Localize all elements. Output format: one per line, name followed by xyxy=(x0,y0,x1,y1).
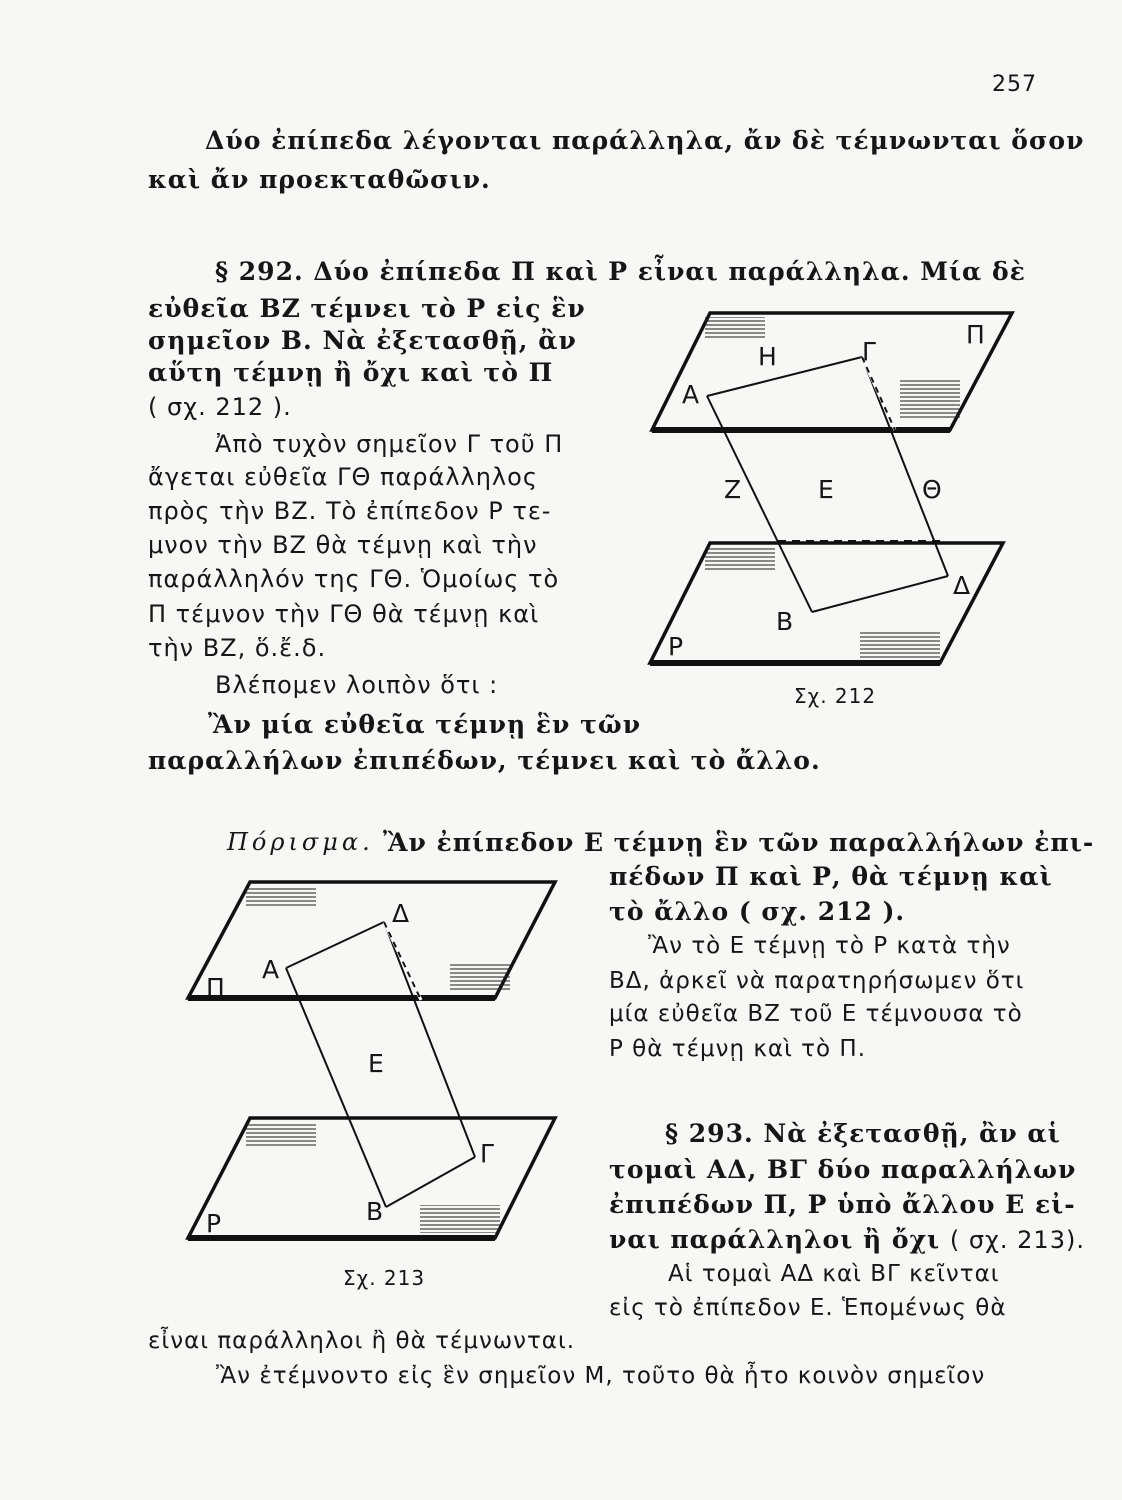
sec292-line-5: ( σχ. 212 ). xyxy=(148,393,292,421)
porisma-para-3: μία εὐθεῖα ΒΖ τοῦ Ε τέμνουσα τὸ xyxy=(609,1001,1023,1027)
sec293-para-4: Ἂν ἐτέμνοντο εἰς ἓν σημεῖον Μ, τοῦτο θὰ ἦτο κοινὸν σημεῖον xyxy=(216,1363,986,1389)
label-E-213: Ε xyxy=(368,1049,384,1078)
segment-D-G-213 xyxy=(384,922,475,1157)
segment-B-G-213 xyxy=(386,1157,475,1207)
sec293-line-4 xyxy=(609,1227,1085,1252)
label-G-212: Γ xyxy=(862,337,876,366)
label-B-213: Β xyxy=(366,1197,384,1226)
sec292-para-5: παράλληλόν της ΓΘ. Ὁμοίως τὸ xyxy=(148,565,560,593)
sec293-para-1: Αἱ τομαὶ ΑΔ καὶ ΒΓ κεῖνται xyxy=(668,1261,1000,1287)
sec292-para-1: Ἀπὸ τυχὸν σημεῖον Γ τοῦ Π xyxy=(215,430,564,458)
definition-line-2: καὶ ἄν προεκταθῶσιν. xyxy=(148,165,491,194)
label-R-212: Ρ xyxy=(668,632,684,661)
sec292-para-6: Π τέμνον τὴν ΓΘ θὰ τέμνῃ καὶ xyxy=(148,600,540,628)
label-Z-212: Ζ xyxy=(724,475,742,504)
sec293-line-3: ἐπιπέδων Π, Ρ ὑπὸ ἄλλου Ε εἰ- xyxy=(609,1190,1076,1219)
sec292-line-3: σημεῖον Β. Νὰ ἐξετασθῇ, ἂν xyxy=(148,326,577,355)
sec293-line-4-ref: ( σχ. 213). xyxy=(949,1226,1085,1254)
label-A-212: Α xyxy=(682,380,700,409)
segment-AD-213 xyxy=(286,922,384,968)
porisma-para-4: Ρ θὰ τέμνῃ καὶ τὸ Π. xyxy=(609,1036,867,1062)
caption-212: Σχ. 212 xyxy=(794,684,877,708)
label-H-212: Η xyxy=(758,342,777,371)
label-pi-213: Π xyxy=(206,973,225,1002)
porisma-label: Πόρισμα. xyxy=(227,828,374,856)
label-pi-212: Π xyxy=(966,320,985,349)
sec292-para-3: πρὸς τὴν ΒΖ. Τὸ ἐπίπεδον Ρ τε- xyxy=(148,497,552,525)
label-B-212: Β xyxy=(776,607,794,636)
label-TH-212: Θ xyxy=(922,475,942,504)
porisma-line-2: πέδων Π καὶ Ρ, θὰ τέμνῃ καὶ xyxy=(609,862,1053,891)
sec293-para-3: εἶναι παράλληλοι ἢ θὰ τέμνωνται. xyxy=(148,1328,576,1354)
sec292-conclusion-2: παραλλήλων ἐπιπέδων, τέμνει καὶ τὸ ἄλλο. xyxy=(148,746,821,775)
label-D-213: Δ xyxy=(392,899,410,928)
page-number: 257 xyxy=(992,72,1037,97)
sec292-line-1: § 292. Δύο ἐπίπεδα Π καὶ Ρ εἶναι παράλληλα. Μία δὲ xyxy=(215,257,1026,286)
sec293-line-2: τομαὶ ΑΔ, ΒΓ δύο παραλλήλων xyxy=(609,1155,1077,1184)
sec292-para-2: ἄγεται εὐθεῖα ΓΘ παράλληλος xyxy=(148,463,538,491)
label-R-213: Ρ xyxy=(206,1209,222,1238)
definition-line-1: Δύο ἐπίπεδα λέγονται παράλληλα, ἄν δὲ τέμνωνται ὅσον xyxy=(205,126,1085,155)
segment-A-B-213 xyxy=(286,968,386,1207)
sec293-line-1: § 293. Νὰ ἐξετασθῇ, ἂν αἱ xyxy=(665,1119,1061,1148)
porisma-line-3: τὸ ἄλλο ( σχ. 212 ). xyxy=(609,897,906,926)
sec292-line-4: αὕτη τέμνῃ ἢ ὄχι καὶ τὸ Π xyxy=(148,358,554,387)
porisma-para-1: Ἂν τὸ Ε τέμνῃ τὸ Ρ κατὰ τὴν xyxy=(648,933,1011,959)
label-A-213: Α xyxy=(262,955,280,984)
label-E-212: Ε xyxy=(818,475,834,504)
sec292-para-4: μνον τὴν ΒΖ θὰ τέμνῃ καὶ τὴν xyxy=(148,531,538,559)
sec292-para-7: τὴν ΒΖ, ὅ.ἔ.δ. xyxy=(148,634,327,662)
porisma-line-1: Ἂν ἐπίπεδον Ε τέμνῃ ἓν τῶν παραλλήλων ἐπι- xyxy=(383,828,1095,857)
label-D-212: Δ xyxy=(953,571,971,600)
sec292-conclusion-1: Ἂν μία εὐθεῖα τέμνῃ ἓν τῶν xyxy=(208,710,642,739)
caption-213: Σχ. 213 xyxy=(343,1266,426,1290)
sec292-para-8: Βλέπομεν λοιπὸν ὅτι : xyxy=(215,671,499,699)
sec292-line-2: εὐθεῖα ΒΖ τέμνει τὸ Ρ εἰς ἓν xyxy=(148,294,586,323)
sec293-para-2: εἰς τὸ ἐπίπεδον Ε. Ἑπομένως θὰ xyxy=(609,1295,1007,1321)
label-G-213: Γ xyxy=(480,1139,494,1168)
porisma-para-2: ΒΔ, ἀρκεῖ νὰ παρατηρήσωμεν ὅτι xyxy=(609,968,1025,994)
sec293-line-4-bold: ναι παράλληλοι ἢ ὄχι xyxy=(609,1225,950,1254)
